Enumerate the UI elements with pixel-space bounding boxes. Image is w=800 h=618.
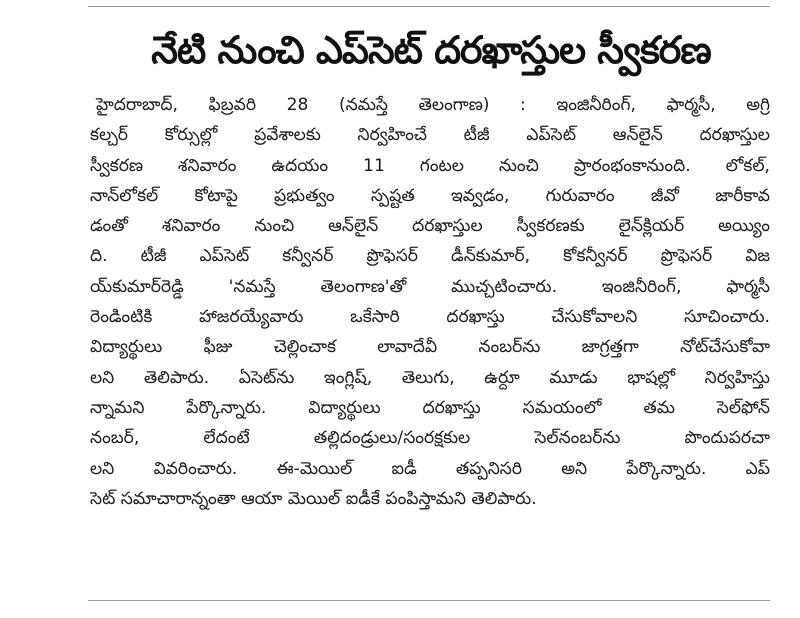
article-line: నంబర్, లేదంటే తల్లిదండ్రులు/సంరక్షకుల సెల్‌నంబర్‌ను పొందుపరచా <box>90 428 770 449</box>
article-line: డంతో శనివారం నుంచి ఆన్‌లైన్ దరఖాస్తుల స్వీకరణకు లైన్‌క్లియర్ అయ్యిం <box>90 216 770 237</box>
article-line: రెండింటికి హాజరయ్యేవారు ఒకేసారి దరఖాస్తు చేసుకోవాలని సూచించారు. <box>90 307 770 328</box>
article-body <box>90 90 770 514</box>
article-headline: నేటి నుంచి ఎప్‌సెట్ దరఖాస్తుల స్వీకరణ <box>151 28 711 72</box>
article-line: స్వీకరణ శనివారం ఉదయం 11 గంటల నుంచి ప్రారంభంకానుంది. లోకల్, <box>90 155 770 176</box>
article-line: హైదరాబాద్, ఫిబ్రవరి 28 (నమస్తే తెలంగాణ) : ఇంజినీరింగ్, ఫార్మసీ, అగ్రి <box>96 95 770 115</box>
article-line: ది. టీజీ ఎప్‌సెట్ కన్వీనర్ ప్రొఫెసర్ డీన్‌కుమార్, కోకన్వీనర్ ప్రొఫెసర్ విజ <box>90 246 770 267</box>
article-line: య్‌కుమార్‌రెడ్డి 'నమస్తే తెలంగాణ'తో ముచ్చటించారు. ఇంజినీరింగ్, ఫార్మసీ <box>90 276 770 297</box>
bottom-divider <box>88 600 770 601</box>
article-line: లని తెలిపారు. ఏసెట్‌ను ఇంగ్లిష్, తెలుగు, ఉర్దూ మూడు భాషల్లో నిర్వహిస్తు <box>90 367 770 388</box>
top-divider <box>88 6 770 7</box>
article-line: న్నామని పేర్కొన్నారు. విద్యార్థులు దరఖాస్తు సమయంలో తమ సెల్‌ఫోన్ <box>90 397 770 418</box>
article-line: కల్చర్ కోర్సుల్లో ప్రవేశాలకు నిర్వహించే టీజీ ఎప్‌సెట్ ఆన్‌లైన్ దరఖాస్తుల <box>90 125 770 146</box>
article-line: సెట్ సమాచారాన్నంతా ఆయా మెయిల్ ఐడీకే పంపిస్తామని తెలిపారు. <box>90 488 537 509</box>
article-line: విద్యార్థులు ఫీజు చెల్లించాక లావాదేవీ నంబర్‌ను జాగ్రత్తగా నోట్‌చేసుకోవా <box>90 337 770 358</box>
article-line: నాన్‌లోకల్ కోటాపై ప్రభుత్వం స్పష్టత ఇవ్వడం, గురువారం జీవో జారీకావ <box>90 185 770 206</box>
article-line: లని వివరించారు. ఈ-మెయిల్ ఐడీ తప్పనిసరి అని పేర్కొన్నారు. ఎప్ <box>90 458 770 479</box>
